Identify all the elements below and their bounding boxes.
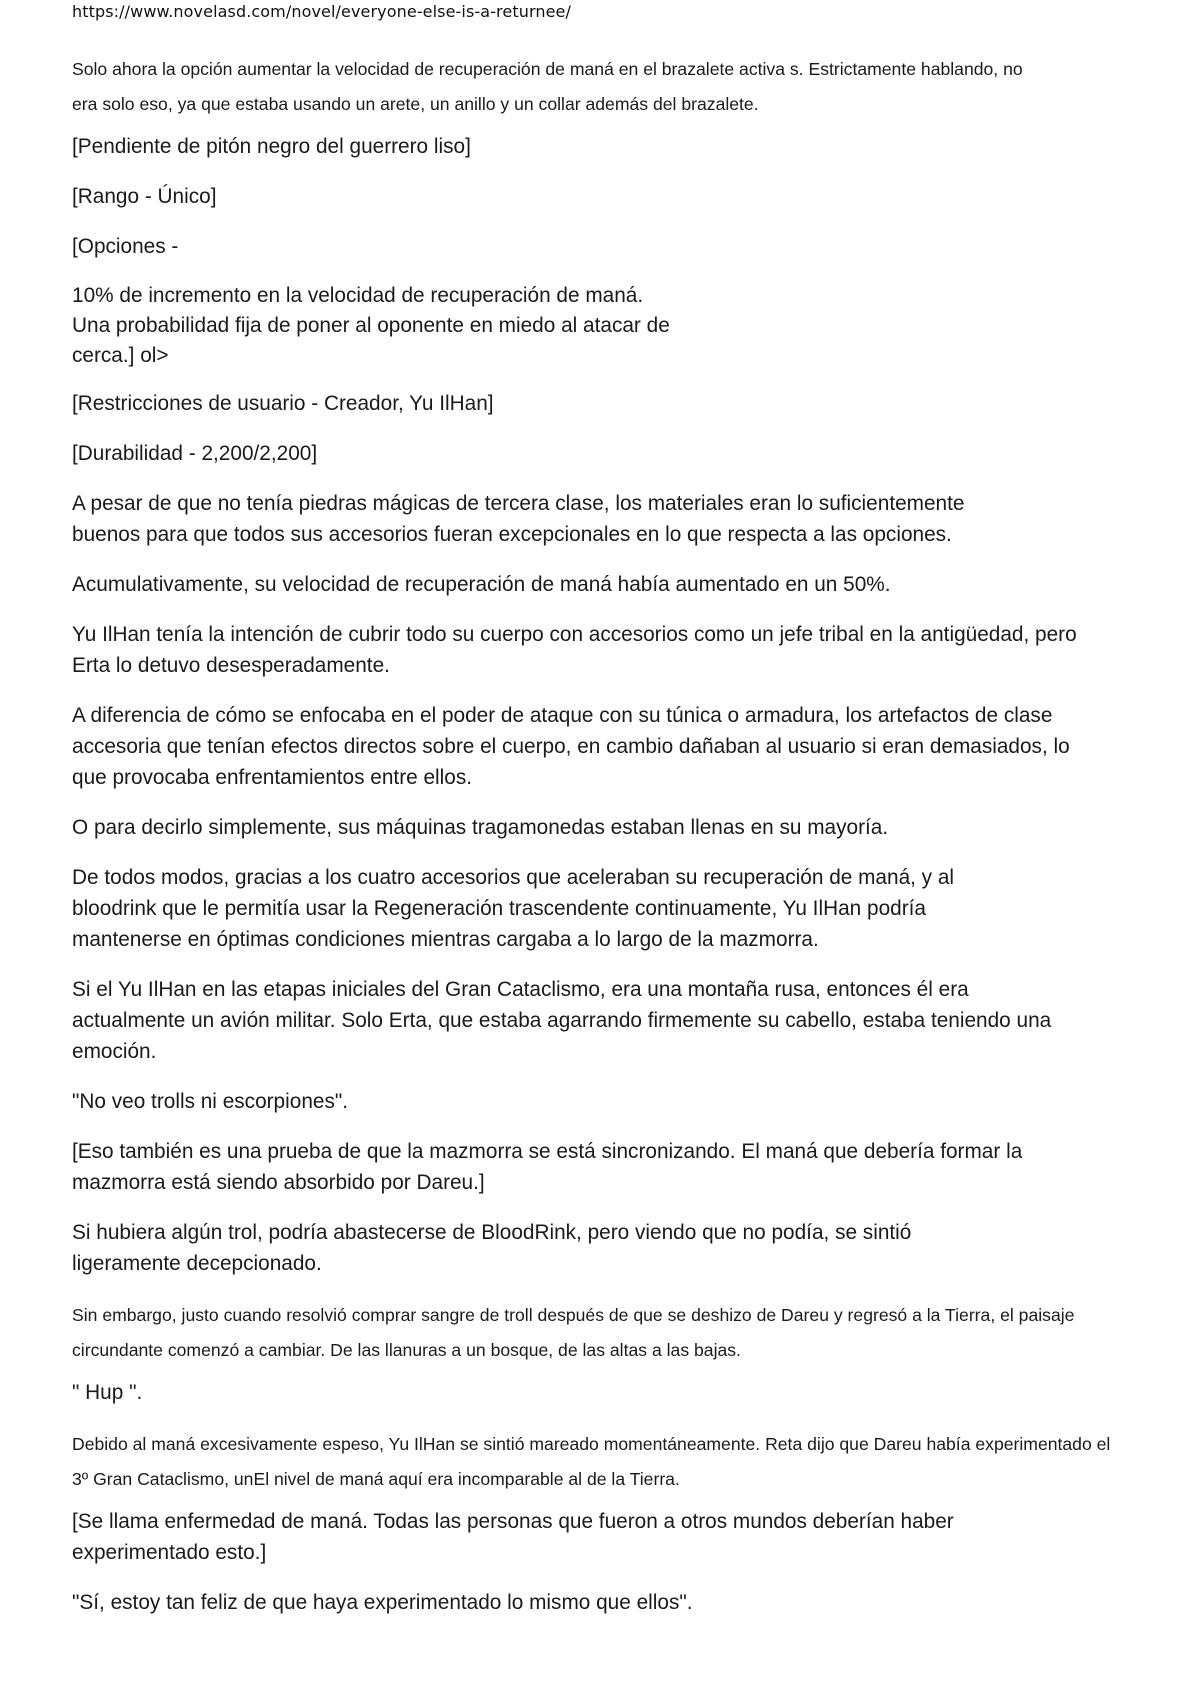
paragraph: Debido al maná excesivamente espeso, Yu IlHan se sintió mareado momentáneamente. Reta dijo que Dareu había experimentado el 3º Gran Cataclismo, unEl nivel de maná aquí era incomparable al de la Tierra.	[72, 1434, 1111, 1489]
system-message: [Se llama enfermedad de maná. Todas las personas que fueron a otros mundos deberían haber experimentado esto.]	[72, 1510, 954, 1564]
document-body	[72, 52, 1122, 1637]
dialogue: "No veo trolls ni escorpiones".	[72, 1090, 349, 1113]
option-line: cerca.] ol>	[72, 344, 169, 367]
paragraph: A diferencia de cómo se enfocaba en el poder de ataque con su túnica o armadura, los artefactos de clase accesoria que tenían efectos directos sobre el cuerpo, en cambio dañaban al usuario si eran demasiados, lo que provocaba enfrentamientos entre ellos.	[72, 704, 1070, 789]
item-options-heading: [Opciones -	[72, 235, 179, 258]
paragraph: Si hubiera algún trol, podría abastecerse de BloodRink, pero viendo que no podía, se sintió ligeramente decepcionado.	[72, 1221, 912, 1275]
item-options-list	[72, 281, 1122, 371]
paragraph: Sin embargo, justo cuando resolvió comprar sangre de troll después de que se deshizo de Dareu y regresó a la Tierra, el paisaje circundante comenzó a cambiar. De las llanuras a un bosque, de las altas a las bajas.	[72, 1305, 1075, 1360]
paragraph: Solo ahora la opción aumentar la velocidad de recuperación de maná en el brazalete activa s. Estrictamente hablando, no era solo eso, ya que estaba usando un arete, un anillo y un collar además del brazalete.	[72, 59, 1023, 114]
paragraph: Si el Yu IlHan en las etapas iniciales del Gran Cataclismo, era una montaña rusa, entonces él era actualmente un avión militar. Solo Erta, que estaba agarrando firmemente su cabello, estaba teniendo una emoción.	[72, 978, 1052, 1063]
paragraph: Yu IlHan tenía la intención de cubrir todo su cuerpo con accesorios como un jefe tribal en la antigüedad, pero Erta lo detuvo desesperadamente.	[72, 623, 1077, 677]
item-name: [Pendiente de pitón negro del guerrero liso]	[72, 135, 471, 158]
item-rank: [Rango - Único]	[72, 185, 217, 208]
paragraph: De todos modos, gracias a los cuatro accesorios que aceleraban su recuperación de maná, y al bloodrink que le permitía usar la Regeneración trascendente continuamente, Yu IlHan podría mantenerse en óptimas condiciones mientras cargaba a lo largo de la mazmorra.	[72, 866, 955, 951]
page-url: https://www.novelasd.com/novel/everyone-else-is-a-returnee/	[72, 2, 571, 21]
item-restrictions: [Restricciones de usuario - Creador, Yu IlHan]	[72, 392, 494, 415]
dialogue: "Sí, estoy tan feliz de que haya experimentado lo mismo que ellos".	[72, 1591, 693, 1614]
option-line: Una probabilidad fija de poner al oponente en miedo al atacar de	[72, 314, 670, 337]
paragraph: Acumulativamente, su velocidad de recuperación de maná había aumentado en un 50%.	[72, 573, 891, 596]
paragraph: A pesar de que no tenía piedras mágicas de tercera clase, los materiales eran lo suficientemente buenos para que todos sus accesorios fueran excepcionales en lo que respecta a las opciones.	[72, 492, 965, 546]
item-durability: [Durabilidad - 2,200/2,200]	[72, 442, 318, 465]
option-line: 10% de incremento en la velocidad de recuperación de maná.	[72, 284, 644, 307]
system-message: [Eso también es una prueba de que la mazmorra se está sincronizando. El maná que debería formar la mazmorra está siendo absorbido por Dareu.]	[72, 1140, 1023, 1194]
dialogue: " Hup ".	[72, 1381, 143, 1404]
paragraph: O para decirlo simplemente, sus máquinas tragamonedas estaban llenas en su mayoría.	[72, 816, 889, 839]
